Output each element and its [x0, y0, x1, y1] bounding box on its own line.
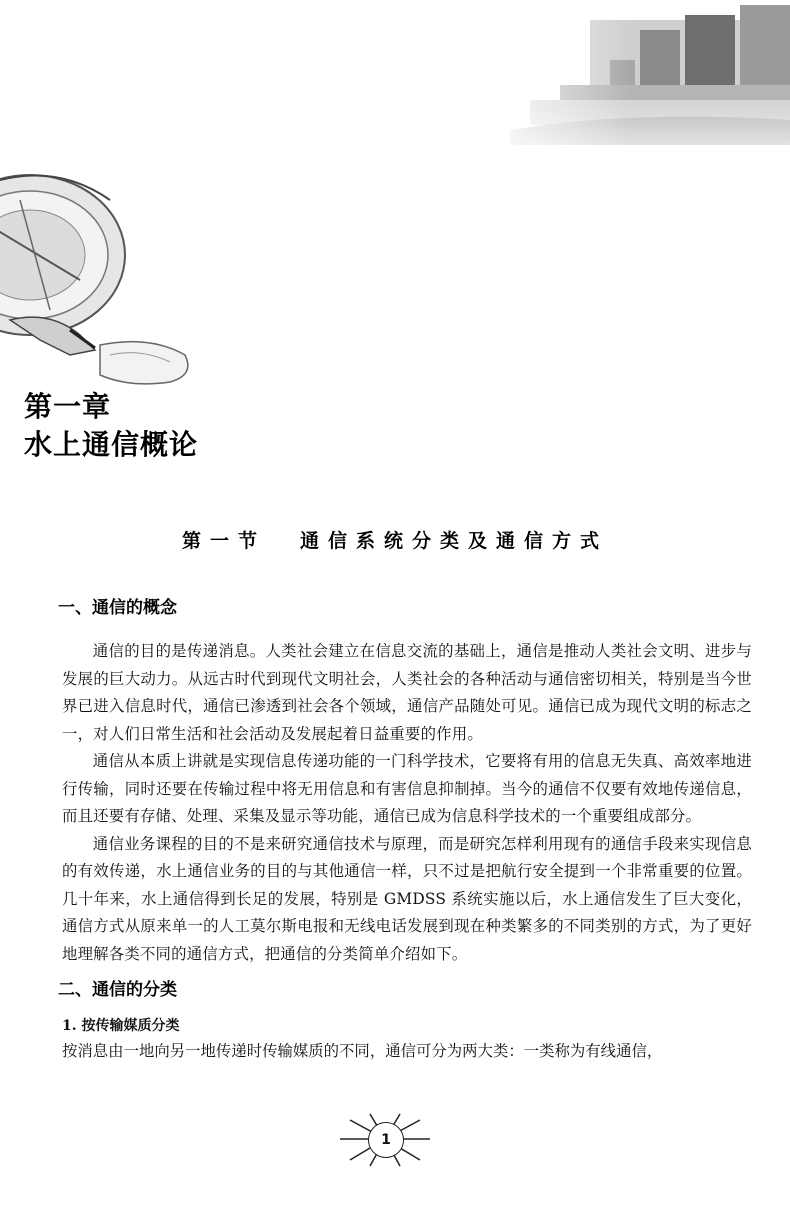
subheading-transmission-medium: 1. 按传输媒质分类	[62, 1018, 180, 1034]
page-number-badge	[330, 1110, 440, 1170]
decorative-landscape-image	[470, 0, 790, 175]
heading-concept: 一、通信的概念	[58, 598, 177, 618]
section-heading	[0, 526, 790, 553]
chapter-heading	[24, 388, 198, 464]
paragraph-4: 按消息由一地向另一地传递时传输媒质的不同，通信可分为两大类：一类称为有线通信，	[62, 1042, 663, 1060]
paragraph-1: 通信的目的是传递消息。人类社会建立在信息交流的基础上，通信是推动人类社会文明、进步与发展的巨大动力。从远古时代到现代文明社会，人类社会的各种活动与通信密切相关，特别是当今世界已进入信息时代，通信已渗透到社会各个领域，通信产品随处可见。通信已成为现代文明的标志之一，对人们日常生活和社会活动及发展起着日益重要的作用。	[62, 642, 752, 743]
page-number: 1	[368, 1122, 404, 1158]
body-content	[58, 594, 752, 1066]
chapter-number: 第一章	[24, 390, 112, 423]
chapter-title: 水上通信概论	[24, 428, 199, 461]
section-title: 通信系统分类及通信方式	[300, 530, 609, 552]
heading-classification: 二、通信的分类	[58, 980, 177, 1000]
paragraph-3: 通信业务课程的目的不是来研究通信技术与原理，而是研究怎样利用现有的通信手段来实现信息的有效传递，水上通信业务的目的与其他通信一样，只不过是把航行安全提到一个非常重要的位置。几十年来，水上通信得到长足的发展，特别是 GMDSS 系统实施以后，水上通信发生了巨大变化，通信方式从原来单一的人工莫尔斯电报和无线电话发展到现在种类繁多的不同类别的方式，为了更好地理解各类不同的通信方式，把通信的分类简单介绍如下。	[62, 834, 752, 963]
paragraph-2: 通信从本质上讲就是实现信息传递功能的一门科学技术，它要将有用的信息无失真、高效率地进行传输，同时还要在传输过程中将无用信息和有害信息抑制掉。当今的通信不仅要有效地传递信息，而且还要有存储、处理、采集及显示等功能，通信已成为信息科学技术的一个重要组成部分。	[62, 752, 752, 825]
section-label: 第一节	[181, 530, 266, 552]
decorative-compass-hand-image	[0, 160, 210, 390]
